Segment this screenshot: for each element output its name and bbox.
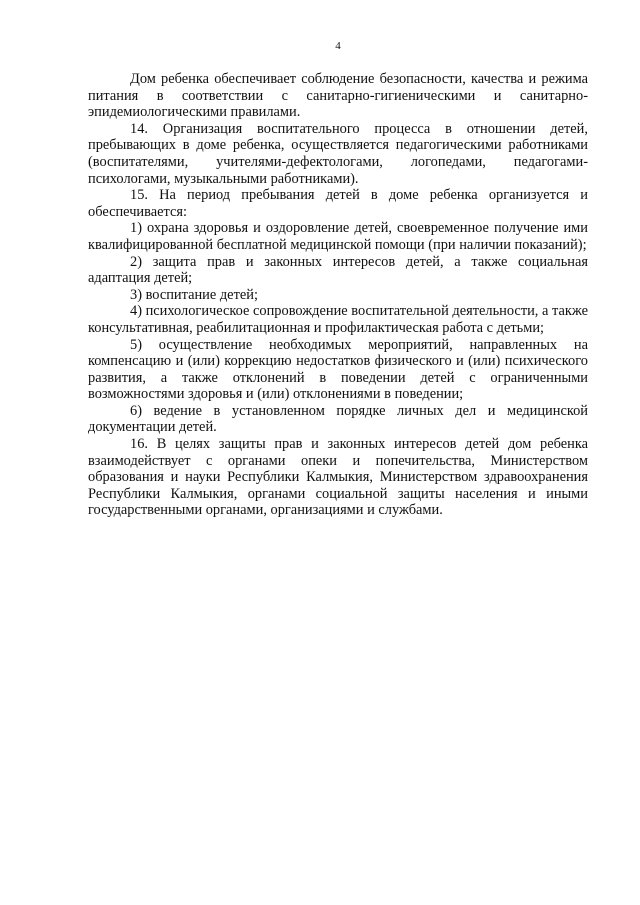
paragraph-14: 14. Организация воспитательного процесса в отношении детей, пребывающих в доме ребенка, осуществляется педагогическими работниками (воспитателями, учителями-дефектологами, логопедами, педагогами-психологами, музыкальными работниками). bbox=[88, 120, 588, 187]
list-item-5: 5) осуществление необходимых мероприятий, направленных на компенсацию и (или) коррекцию недостатков физического и (или) психического развития, а также отклонений в поведении детей с ограниченными возможностями здоровья и (или) отклонениями в поведении; bbox=[88, 336, 588, 403]
list-item-2: 2) защита прав и законных интересов детей, а также социальная адаптация детей; bbox=[88, 253, 588, 287]
paragraph-16: 16. В целях защиты прав и законных интересов детей дом ребенка взаимодействует с органами опеки и попечительства, Министерством образования и науки Республики Калмыкия, Министерством здравоохранения Республики Калмыкия, органами социальной защиты населения и иными государственными органами, организациями и службами. bbox=[88, 436, 588, 519]
list-item-4: 4) психологическое сопровождение воспитательной деятельности, а также консультативная, реабилитационная и профилактическая работа с детьми; bbox=[88, 303, 588, 336]
list-item-3: 3) воспитание детей; bbox=[130, 286, 258, 303]
page-number: 4 bbox=[335, 40, 341, 52]
paragraph-15: 15. На период пребывания детей в доме ребенка организуется и обеспечивается: bbox=[88, 187, 588, 220]
list-item-1: 1) охрана здоровья и оздоровление детей, своевременное получение ими квалифицированной бесплатной медицинской помощи (при наличии показаний); bbox=[88, 220, 588, 253]
list-item-6: 6) ведение в установленном порядке личных дел и медицинской документации детей. bbox=[88, 402, 588, 436]
paragraph-safety-nutrition: Дом ребенка обеспечивает соблюдение безопасности, качества и режима питания в соответствии с санитарно-гигиеническими и санитарно-эпидемиологическими правилами. bbox=[88, 71, 588, 121]
